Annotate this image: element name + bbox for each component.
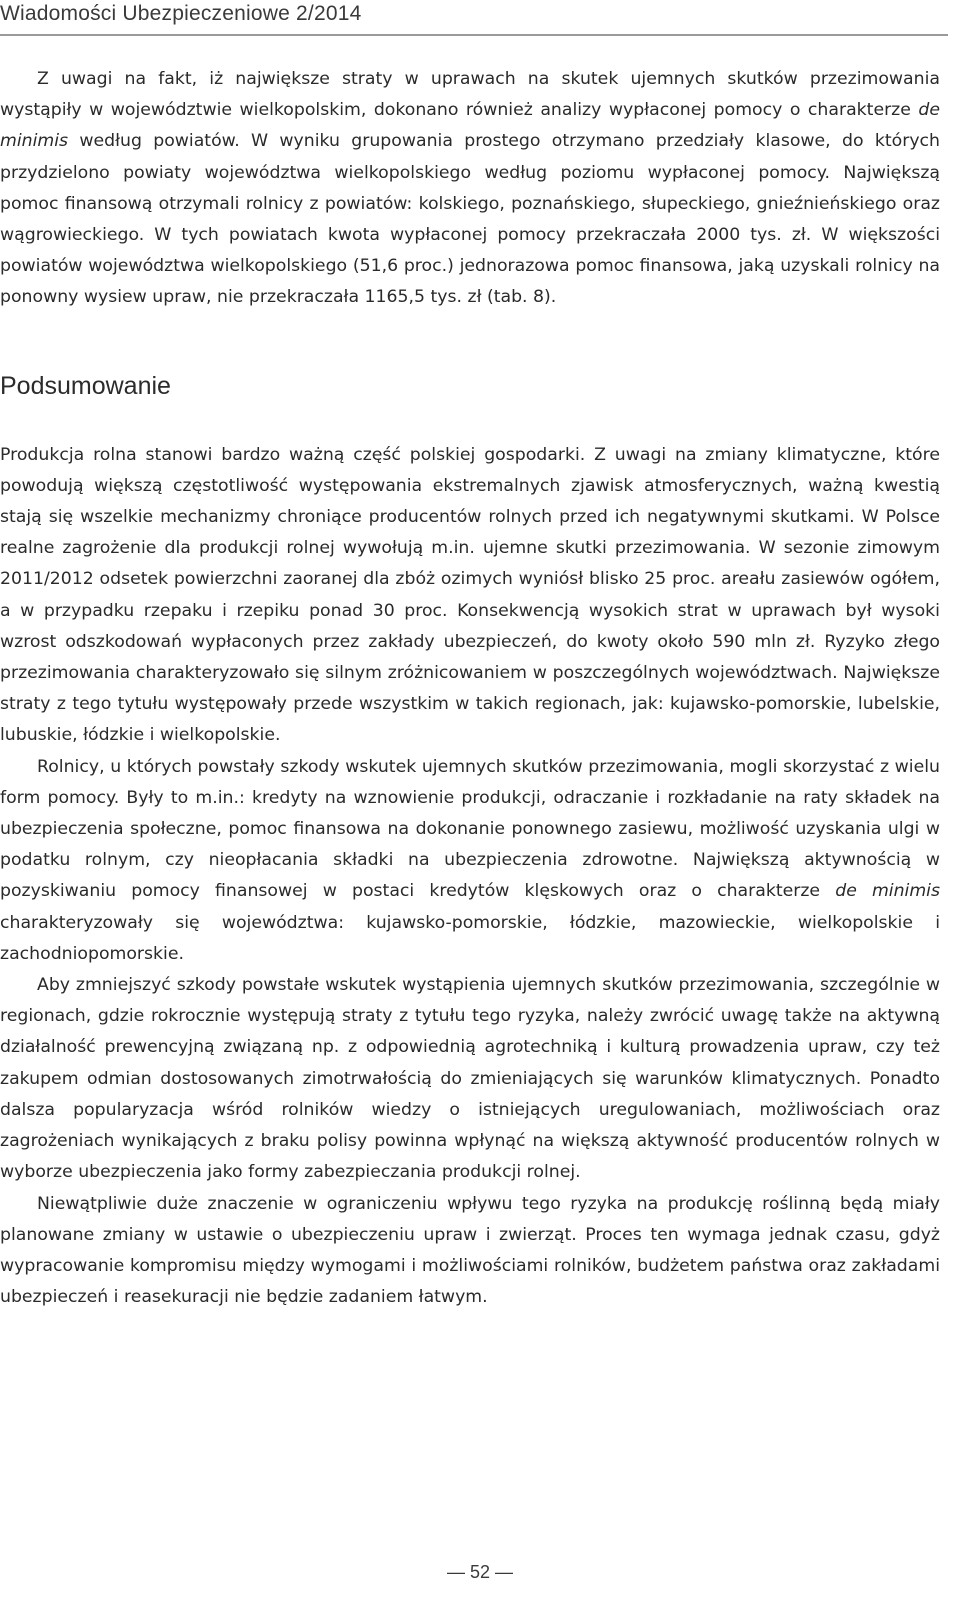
paragraph-1 xyxy=(0,64,940,314)
paragraph-1-italic: de minimis xyxy=(0,100,940,152)
paragraph-5: Niewątpliwie duże znaczenie w ograniczeniu wpływu tego ryzyka na produkcję roślinną będą miały planowane zmiany w ustawie o ubezpieczeniu upraw i zwierząt. Proces ten wymaga jednak czasu, gdyż wypracowanie kompromisu między wymogami i możliwościami rolników, budżetem państwa oraz zakładami ubezpieczeń i reasekuracji nie będzie zadaniem łatwym. xyxy=(0,1193,940,1308)
paragraph-4: Aby zmniejszyć szkody powstałe wskutek wystąpienia ujemnych skutków przezimowania, szczególnie w regionach, gdzie rokrocznie występują straty z tytułu tego ryzyka, należy zwrócić uwagę także na aktywną działalność prewencyjną związaną np. z odpowiednią agrotechniką i kulturą prowadzenia upraw, czy też zakupem odmian dostosowanych zimotrwałością do zmieniających się warunków klimatycznych. Ponadto dalsza popularyzacja wśród rolników wiedzy o istniejących uregulowaniach, możliwościach oraz zagrożeniach wynikających z braku polisy powinna wpłynąć na większą aktywność producentów rolnych w wyborze ubezpieczenia jako formy zabezpieczania produkcji rolnej. xyxy=(0,975,940,1183)
paragraph-1-text-a: Z uwagi na fakt, iż największe straty w uprawach na skutek ujemnych skutków przezimowania wystąpiły w województwie wielkopolskim, dokonano również analizy wypłaconej pomocy o charakterze xyxy=(0,69,940,121)
paragraph-3-italic: de minimis xyxy=(835,881,940,902)
paragraph-3 xyxy=(0,752,940,970)
page-number: — 52 — xyxy=(446,1562,514,1582)
page-header xyxy=(0,0,948,36)
paragraph-3-text-b: charakteryzowały się województwa: kujawsko-pomorskie, łódzkie, mazowieckie, wielkopolskie i zachodniopomorskie. xyxy=(0,912,940,964)
journal-title: Wiadomości Ubezpieczeniowe 2/2014 xyxy=(0,2,362,25)
section-heading: Podsumowanie xyxy=(0,371,171,400)
article-body xyxy=(0,64,940,1313)
paragraph-1-text-b: według powiatów. W wyniku grupowania prostego otrzymano przedziały klasowe, do których przydzielono powiaty województwa wielkopolskiego według poziomu wypłaconej pomocy. Największą pomoc finansową otrzymali rolnicy z powiatów: kolskiego, poznańskiego, słupeckiego, gnieźnieńskiego oraz wągrowieckiego. W tych powiatach kwota wypłaconej pomocy przekraczała 2000 tys. zł. W większości powiatów województwa wielkopolskiego (51,6 proc.) jednorazowa pomoc finansowa, jaką uzyskali rolnicy na ponowny wysiew upraw, nie przekraczała 1165,5 tys. zł (tab. 8). xyxy=(0,131,940,308)
paragraph-3-text-a: Rolnicy, u których powstały szkody wskutek ujemnych skutków przezimowania, mogli skorzystać z wielu form pomocy. Były to m.in.: kredyty na wznowienie produkcji, odraczanie i rozkładanie na raty składek na ubezpieczenia społeczne, pomoc finansowa na dokonanie ponownego zasiewu, możliwość uzyskania ulgi w podatku rolnym, czy nieopłacania składki na ubezpieczenia zdrowotne. Największą aktywnością w pozyskiwaniu pomocy finansowej w postaci kredytów klęskowych oraz o charakterze xyxy=(0,756,940,902)
paragraph-2: Produkcja rolna stanowi bardzo ważną część polskiej gospodarki. Z uwagi na zmiany klimatyczne, które powodują większą częstotliwość występowania ekstremalnych zjawisk atmosferycznych, ważną kwestią stają się wszelkie mechanizmy chroniące producentów rolnych przed ich negatywnymi skutkami. W Polsce realne zagrożenie dla produkcji rolnej wywołują m.in. ujemne skutki przezimowania. W sezonie zimowym 2011/2012 odsetek powierzchni zaoranej dla zbóż ozimych wyniósł blisko 25 proc. areału zasiewów ogółem, a w przypadku rzepaku i rzepiku ponad 30 proc. Konsekwencją wysokich strat w uprawach był wysoki wzrost odszkodowań wypłaconych przez zakłady ubezpieczeń, do kwoty około 590 mln zł. Ryzyko złego przezimowania charakteryzowało się silnym zróżnicowaniem w poszczególnych województwach. Największe straty z tego tytułu występowały przede wszystkim w takich regionach, jak: kujawsko-pomorskie, lubelskie, lubuskie, łódzkie i wielkopolskie. xyxy=(0,444,940,746)
